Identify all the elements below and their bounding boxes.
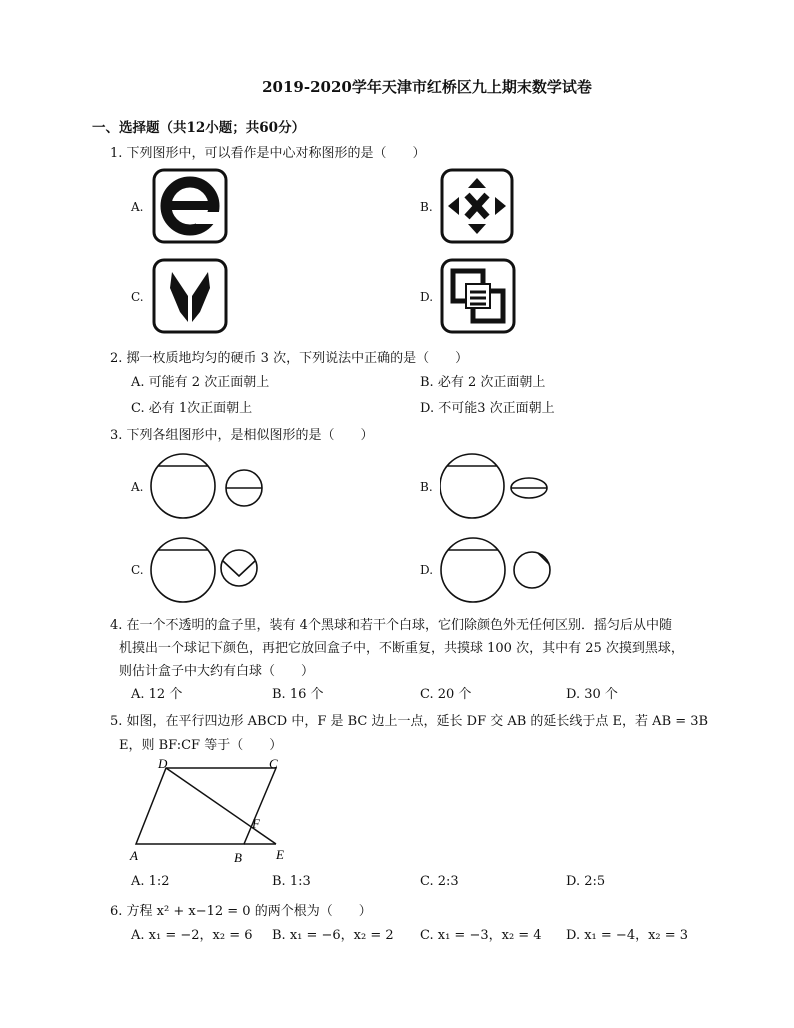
q6-option-a: A. x₁ = −2，x₂ = 6 — [131, 928, 253, 943]
question-1-stem: 1. 下列图形中，可以看作是中心对称图形的是（ ） — [110, 146, 426, 161]
q1-figure-d-interlock-logo — [440, 258, 516, 334]
question-5-line-2: E，则 BF:CF 等于（ ） — [119, 738, 283, 753]
q4-option-b: B. 16 个 — [272, 687, 324, 702]
q5-parallelogram-figure — [126, 756, 296, 868]
q5-label-c: C — [269, 756, 278, 771]
q3-figure-b-circle-ellipse — [440, 452, 560, 522]
q5-option-a: A. 1:2 — [131, 874, 170, 889]
q1-figure-c-v-logo — [152, 258, 228, 334]
section-heading: 一、选择题（共12小题；共60分） — [92, 120, 306, 136]
q5-label-d: D — [158, 756, 168, 771]
q4-option-d: D. 30 个 — [566, 687, 618, 702]
q1-figure-b-x-arrows-logo — [440, 168, 514, 244]
page-title: 2019-2020学年天津市红桥区九上期末数学试卷 — [262, 78, 592, 96]
question-5-line-1: 5. 如图，在平行四边形 ABCD 中，F 是 BC 边上一点，延长 DF 交 AB 的延长线于点 E，若 AB = 3B — [110, 714, 709, 729]
q5-label-b: B — [234, 850, 242, 865]
q2-option-c: C. 必有 1次正面朝上 — [131, 401, 253, 416]
q4-option-c: C. 20 个 — [420, 687, 472, 702]
q3-figure-d-circles-chord — [440, 536, 560, 606]
q5-option-d: D. 2:5 — [566, 874, 606, 889]
question-4-line-2: 机摸出一个球记下颜色，再把它放回盒子中，不断重复，共摸球 100 次，其中有 25 次摸到黑球， — [119, 641, 684, 656]
q1-option-a-label: A. — [131, 200, 144, 214]
q4-option-a: A. 12 个 — [131, 687, 183, 702]
q3-figure-a-circles — [150, 452, 270, 522]
q6-option-b: B. x₁ = −6，x₂ = 2 — [272, 928, 394, 943]
q6-option-d: D. x₁ = −4，x₂ = 3 — [566, 928, 689, 943]
q3-option-a-label: A. — [131, 480, 144, 494]
q5-option-b: B. 1:3 — [272, 874, 311, 889]
q5-label-f: F — [252, 816, 260, 831]
q1-option-b-label: B. — [420, 200, 433, 214]
q1-figure-a-e-logo — [152, 168, 228, 244]
question-2-stem: 2. 掷一枚质地均匀的硬币 3 次，下列说法中正确的是（ ） — [110, 351, 469, 366]
q1-option-c-label: C. — [131, 290, 144, 304]
q1-option-d-label: D. — [420, 290, 434, 304]
q2-option-d: D. 不可能3 次正面朝上 — [420, 401, 555, 416]
question-6-stem: 6. 方程 x² + x−12 = 0 的两个根为（ ） — [110, 904, 372, 919]
q3-option-d-label: D. — [420, 563, 434, 577]
question-4-line-1: 4. 在一个不透明的盒子里，装有 4个黑球和若干个白球，它们除颜色外无任何区别．摇匀后从中随 — [110, 618, 672, 633]
question-3-stem: 3. 下列各组图形中，是相似图形的是（ ） — [110, 428, 374, 443]
q5-label-e: E — [276, 847, 284, 862]
q3-figure-c-circles-chord — [150, 536, 270, 606]
q2-option-a: A. 可能有 2 次正面朝上 — [131, 375, 270, 390]
q6-option-c: C. x₁ = −3，x₂ = 4 — [420, 928, 542, 943]
q3-option-c-label: C. — [131, 563, 144, 577]
question-4-line-3: 则估计盒子中大约有白球（ ） — [119, 664, 315, 679]
q5-label-a: A — [130, 848, 138, 863]
q2-option-b: B. 必有 2 次正面朝上 — [420, 375, 546, 390]
q3-option-b-label: B. — [420, 480, 433, 494]
q5-option-c: C. 2:3 — [420, 874, 459, 889]
